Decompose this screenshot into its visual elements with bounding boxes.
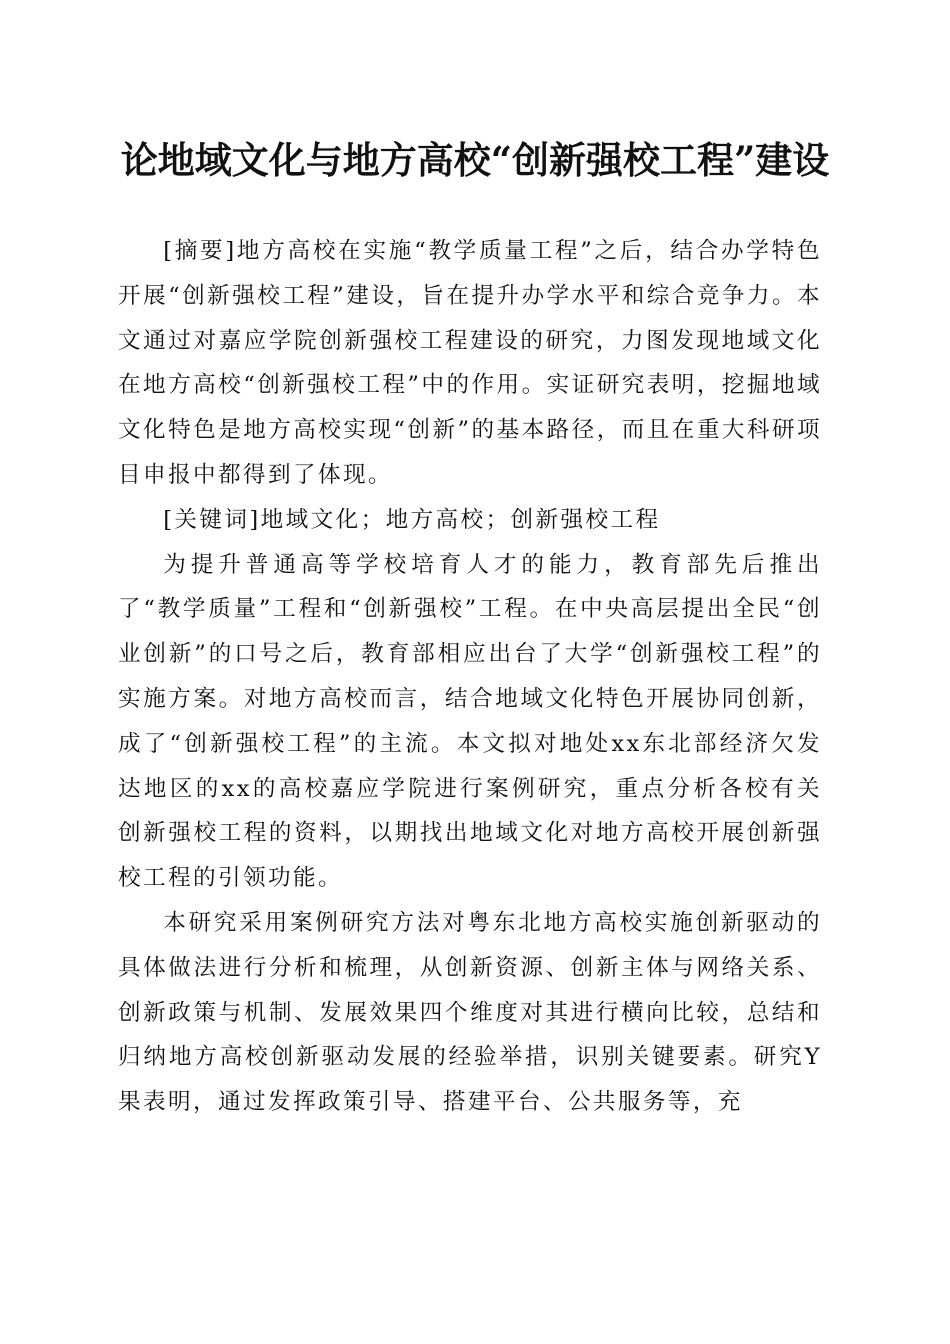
method-paragraph: 本研究采用案例研究方法对粤东北地方高校实施创新驱动的具体做法进行分析和梳理，从创新资源、创新主体与网络关系、创新政策与机制、发展效果四个维度对其进行横向比较，总结和归纳地方高校创新驱动发展的经验举措，识别关键要素。研究Y果表明，通过发挥政策引导、搭建平台、公共服务等，充 — [118, 909, 822, 1116]
intro-paragraph: 为提升普通高等学校培育人才的能力，教育部先后推出了“教学质量”工程和“创新强校”工程。在中央高层提出全民“创业创新”的口号之后，教育部相应出台了大学“创新强校工程”的实施方案。对地方高校而言，结合地域文化特色开展协同创新，成了“创新强校工程”的主流。本文拟对地处xx东北部经济欠发达地区的xx的高校嘉应学院进行案例研究，重点分析各校有关创新强校工程的资料，以期找出地域文化对地方高校开展创新强校工程的引领功能。 — [118, 551, 822, 892]
document-title: 论地域文化与地方高校“创新强校工程”建设 — [120, 138, 830, 182]
abstract-paragraph: [摘要]地方高校在实施“教学质量工程”之后，结合办学特色开展“创新强校工程”建设，旨在提升办学水平和综合竞争力。本文通过对嘉应学院创新强校工程建设的研究，力图发现地域文化在地方高校“创新强校工程”中的作用。实证研究表明，挖掘地域文化特色是地方高校实现“创新”的基本路径，而且在重大科研项目申报中都得到了体现。 — [118, 238, 822, 488]
keywords-paragraph: [关键词]地域文化；地方高校；创新强校工程 — [163, 506, 661, 533]
document-body — [118, 229, 822, 1125]
